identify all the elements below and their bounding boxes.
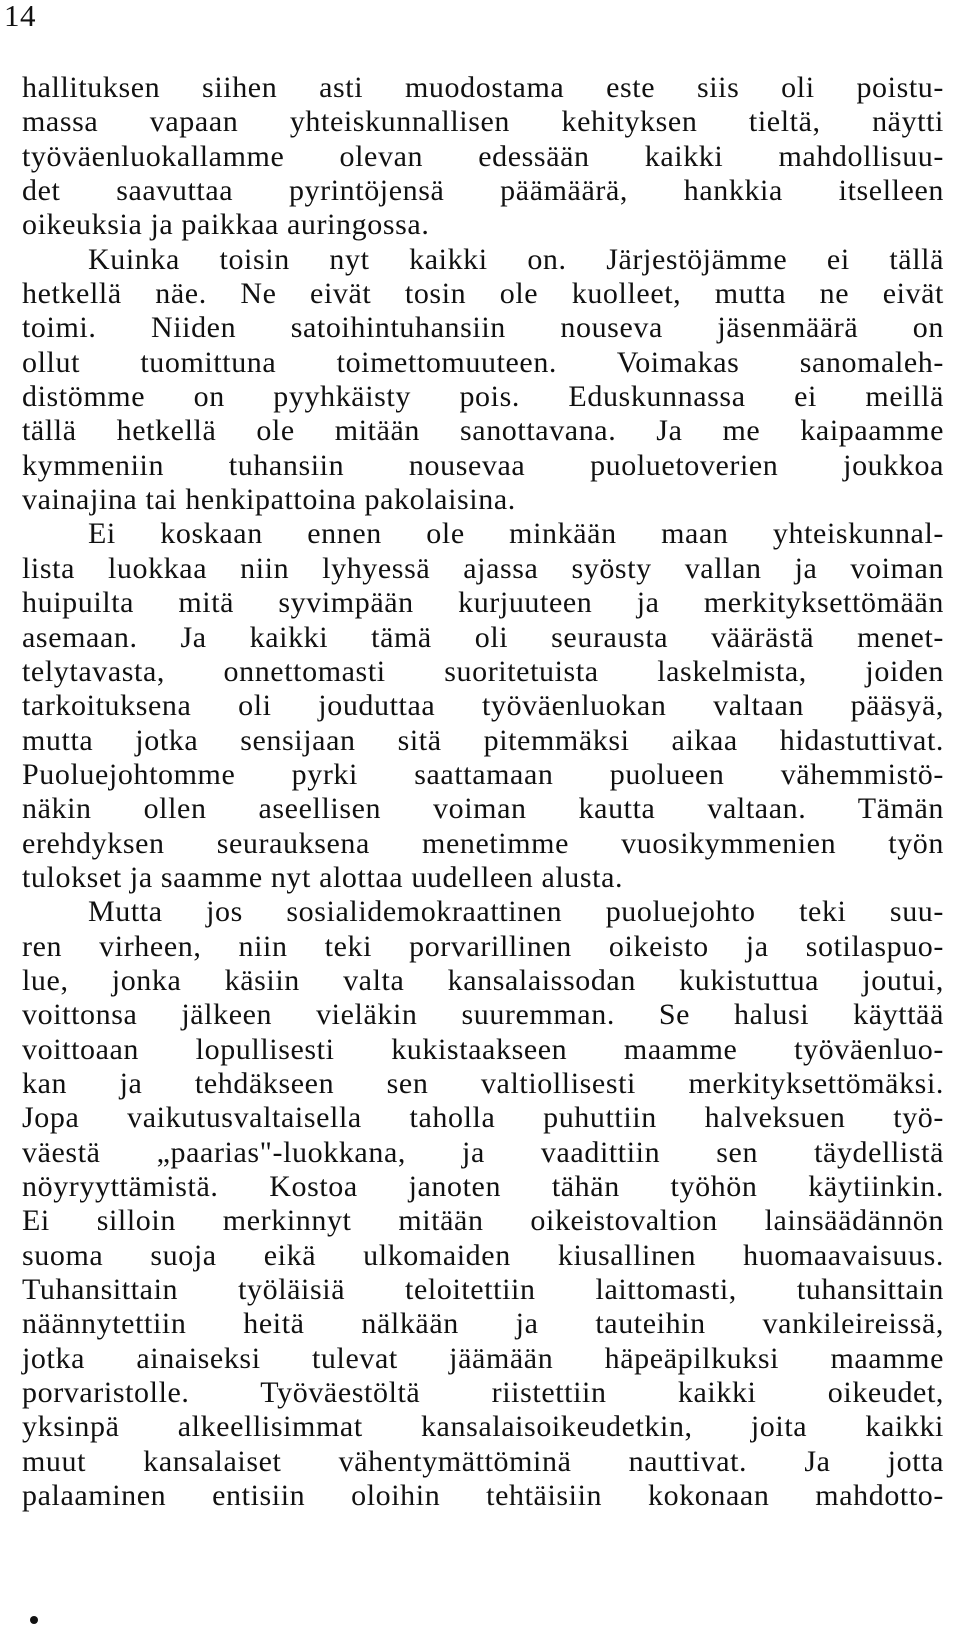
- text-line: ollut tuomittuna toimettomuuteen. Voimakas sanomaleh-: [22, 345, 944, 379]
- text-line: tarkoituksena oli jouduttaa työväenluokan valtaan pääsyä,: [22, 689, 944, 723]
- text-line: distömme on pyyhkäisty pois. Eduskunnassa ei meillä: [22, 380, 944, 414]
- text-line: telytavasta, onnettomasti suoritetuista laskelmista, joiden: [22, 654, 944, 688]
- text-line: hetkellä näe. Ne eivät tosin ole kuolleet, mutta ne eivät: [22, 277, 944, 311]
- text-line: oikeuksia ja paikkaa auringossa.: [22, 208, 430, 242]
- text-line: porvaristolle. Työväestöltä riistettiin kaikki oikeudet,: [22, 1376, 944, 1410]
- text-line: näkin ollen aseellisen voiman kautta valtaan. Tämän: [22, 792, 944, 826]
- text-line: suoma suoja eikä ulkomaiden kiusallinen huomaavaisuus.: [22, 1238, 944, 1272]
- text-line: vainajina tai henkipattoina pakolaisina.: [22, 483, 516, 517]
- text-line: voittonsa jälkeen vieläkin suuremman. Se halusi käyttää: [22, 998, 944, 1032]
- text-line: väestä „paarias"-luokkana, ja vaadittiin sen täydellistä: [22, 1135, 944, 1169]
- text-line: jotka ainaiseksi tulevat jäämään häpeäpilkuksi maamme: [22, 1341, 944, 1375]
- text-line: det saavuttaa pyrintöjensä päämäärä, hankkia itselleen: [22, 174, 944, 208]
- text-line: Puoluejohtomme pyrki saattamaan puolueen vähemmistö-: [22, 757, 944, 791]
- text-line: Jopa vaikutusvaltaisella taholla puhuttiin halveksuen työ-: [22, 1101, 944, 1135]
- text-line: Ei koskaan ennen ole minkään maan yhteiskunnal-: [88, 517, 944, 551]
- text-line: tulokset ja saamme nyt alottaa uudelleen alusta.: [22, 860, 624, 894]
- body-text: [22, 71, 944, 1513]
- text-line: kymmeniin tuhansiin nousevaa puoluetoverien joukkoa: [22, 448, 944, 482]
- text-line: nöyryyttämistä. Kostoa janoten tähän työhön käytiinkin.: [22, 1170, 944, 1203]
- text-line: palaaminen entisiin oloihin tehtäisiin kokonaan mahdotto-: [22, 1479, 944, 1513]
- text-line: muut kansalaiset vähentymättöminä nauttivat. Ja jotta: [22, 1444, 944, 1478]
- text-line: huipuilta mitä syvimpään kurjuuteen ja merkityksettömään: [22, 586, 944, 620]
- text-line: lue, jonka käsiin valta kansalaissodan kukistuttua joutui,: [22, 963, 944, 997]
- text-line: ren virheen, niin teki porvarillinen oikeisto ja sotilaspuo-: [22, 929, 944, 963]
- text-line: lista luokkaa niin lyhyessä ajassa syösty vallan ja voiman: [22, 551, 944, 585]
- text-line: mutta jotka sensijaan sitä pitemmäksi aikaa hidastuttivat.: [22, 723, 944, 757]
- text-line: Ei silloin merkinnyt mitään oikeistovaltion lainsäädännön: [22, 1204, 944, 1238]
- text-line: erehdyksen seurauksena menetimme vuosikymmenien työn: [22, 826, 944, 860]
- text-line: toimi. Niiden satoihintuhansiin nouseva jäsenmäärä on: [22, 311, 944, 345]
- text-line: Mutta jos sosialidemokraattinen puoluejohto teki suu-: [88, 895, 944, 929]
- text-line: yksinpä alkeellisimmat kansalaisoikeudetkin, joita kaikki: [22, 1410, 944, 1444]
- text-line: työväenluokallamme olevan edessään kaikki mahdollisuu-: [22, 139, 944, 173]
- text-line: näännytettiin heitä nälkään ja tauteihin vankileireissä,: [22, 1307, 944, 1341]
- text-line: asemaan. Ja kaikki tämä oli seurausta väärästä menet-: [22, 620, 944, 654]
- text-line: hallituksen siihen asti muodostama este siis oli poistu-: [22, 71, 944, 104]
- text-line: massa vapaan yhteiskunnallisen kehityksen tieltä, näytti: [22, 105, 944, 139]
- text-line: Kuinka toisin nyt kaikki on. Järjestöjämme ei tällä: [88, 242, 944, 276]
- text-line: kan ja tehdäkseen sen valtiollisesti merkityksettömäksi.: [22, 1066, 944, 1100]
- ink-dot: [30, 1616, 38, 1624]
- text-line: voittoaan lopullisesti kukistaakseen maamme työväenluo-: [22, 1032, 944, 1066]
- text-line: Tuhansittain työläisiä teloitettiin laittomasti, tuhansittain: [22, 1273, 944, 1307]
- text-line: tällä hetkellä ole mitään sanottavana. Ja me kaipaamme: [22, 414, 944, 448]
- page-number: 14: [4, 0, 36, 33]
